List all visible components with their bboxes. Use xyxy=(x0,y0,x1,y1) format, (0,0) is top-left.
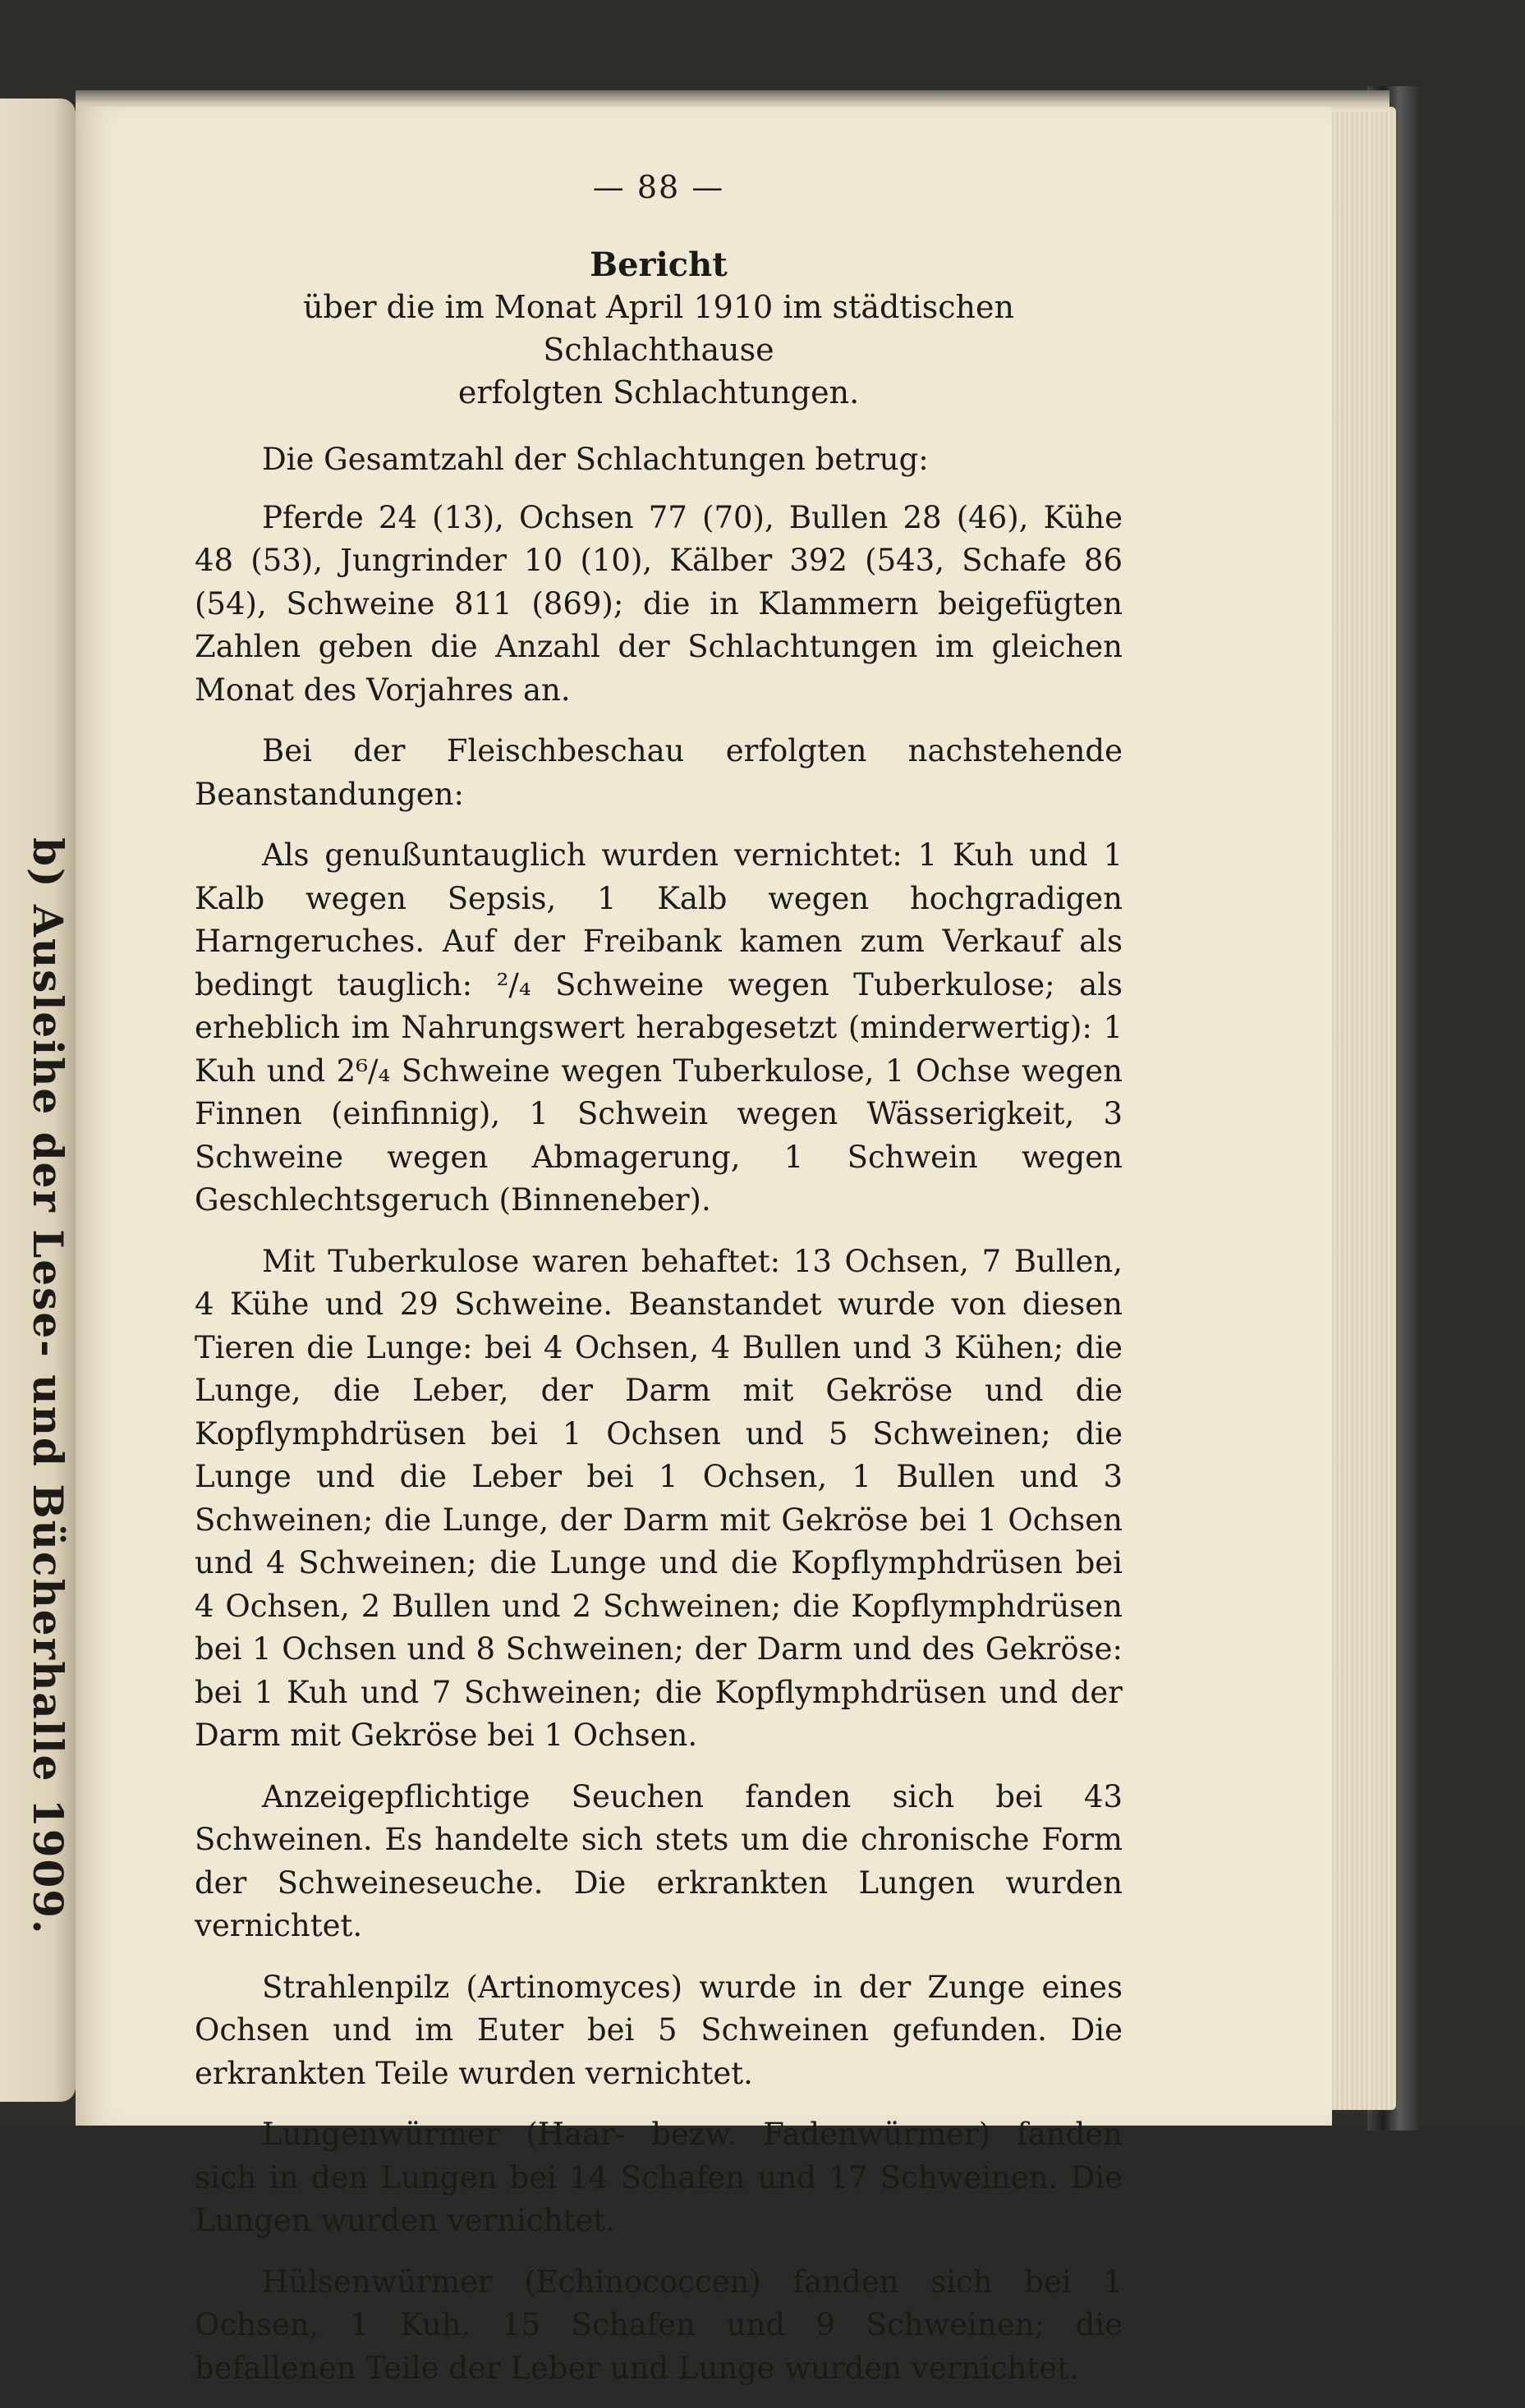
report-heading: Bericht xyxy=(590,245,728,284)
paragraph-tuberculosis: Mit Tuberkulose waren behaftet: 13 Ochsen, 7 Bullen, 4 Kühe und 29 Schweine. Beanstandet wurde von diesen Tieren die Lunge: bei 4 Ochsen, 4 Bullen und 3 Kühen; die Lunge, die Leber, der Darm mit Gekröse und die Kopflymphdrüsen bei 1 Ochsen und 5 Schweinen; die Lunge und die Leber bei 1 Ochsen, 1 Bullen und 3 Schweinen; die Lunge, der Darm mit Gekröse bei 1 Ochsen und 4 Schweinen; die Lunge und die Kopflymphdrüsen bei 4 Ochsen, 2 Bullen und 2 Schweinen; die Kopflymphdrüsen bei 1 Ochsen und 8 Schweinen; der Darm und des Gekröse: bei 1 Kuh und 7 Schweinen; die Kopflymphdrüsen und der Darm mit Gekröse bei 1 Ochsen. xyxy=(195,1243,1123,1753)
subheading-line-2: erfolgten Schlachtungen. xyxy=(457,374,860,411)
paragraph-inspection: Bei der Fleischbeschau erfolgten nachstehende Beanstandungen: xyxy=(195,733,1123,812)
page-text-block xyxy=(195,164,1123,2408)
paragraph-echinococcus: Hülsenwürmer (Echinococcen) fanden sich bei 1 Ochsen, 1 Kuh. 15 Schafen und 9 Schweinen; die befallenen Teile der Leber und Lunge wurden vernichtet. xyxy=(195,2264,1123,2386)
page-number: — 88 — xyxy=(592,169,725,205)
spine-title: b) Ausleihe der Lese- und Bücherhalle 1909. xyxy=(24,837,72,1936)
paragraph-condemned: Als genußuntauglich wurden vernichtet: 1 Kuh und 1 Kalb wegen Sepsis, 1 Kalb wegen hochgradigen Harngeruches. Auf der Freibank kamen zum Verkauf als bedingt tauglich: ²/₄ Schweine wegen Tuberkulose; als erheblich im Nahrungswert herabgesetzt (minderwertig): 1 Kuh und 2⁶/₄ Schweine wegen Tuberkulose, 1 Ochse wegen Finnen (einfinnig), 1 Schwein wegen Wässerigkeit, 3 Schweine wegen Abmagerung, 1 Schwein wegen Geschlechtsgeruch (Binneneber). xyxy=(195,837,1123,1218)
paragraph-actinomyces: Strahlenpilz (Artinomyces) wurde in der Zunge eines Ochsen und im Euter bei 5 Schweinen gefunden. Die erkrankten Teile wurden vernichtet. xyxy=(195,1969,1123,2091)
left-page-edge xyxy=(0,99,76,2102)
paragraph-epidemics: Anzeigepflichtige Seuchen fanden sich bei 43 Schweinen. Es handelte sich stets um die chronische Form der Schweineseuche. Die erkrankten Lungen wurden vernichtet. xyxy=(195,1778,1123,1943)
report-subheading xyxy=(195,286,1123,414)
paragraph-total: Die Gesamtzahl der Schlachtungen betrug: xyxy=(262,442,929,477)
book-page xyxy=(76,107,1332,2386)
paragraph-lungworms: Lungenwürmer (Haar- bezw. Fadenwürmer) fanden sich in den Lungen bei 14 Schafen und 17 Schweinen. Die Lungen wurden vernichtet. xyxy=(195,2117,1123,2238)
paragraph-counts: Pferde 24 (13), Ochsen 77 (70), Bullen 28 (46), Kühe 48 (53), Jungrinder 10 (10), Kälber 392 (543, Schafe 86 (54), Schweine 811 (869); die in Klammern beigefügten Zahlen geben die Anzahl der Schlachtungen im gleichen Monat des Vorjahres an. xyxy=(195,499,1123,708)
subheading-line-1: über die im Monat April 1910 im städtischen Schlachthause xyxy=(303,289,1014,368)
